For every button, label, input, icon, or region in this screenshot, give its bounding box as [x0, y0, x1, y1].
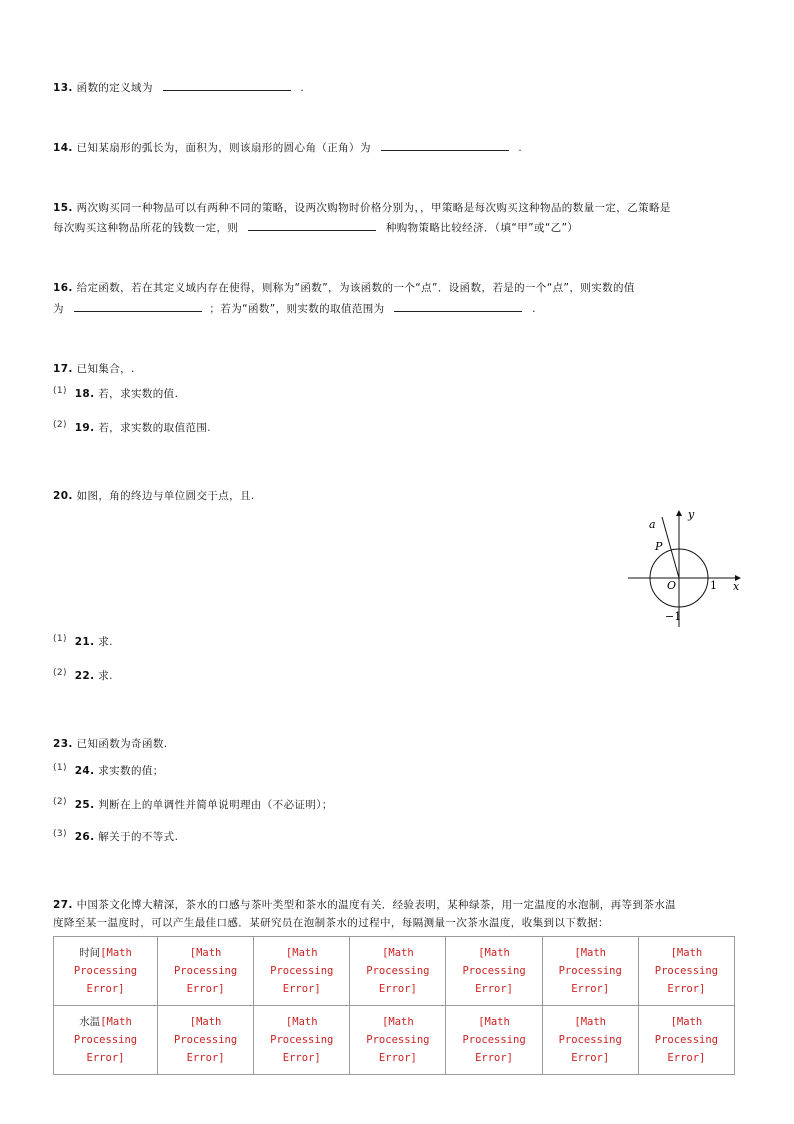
question-number: 20. [53, 490, 73, 502]
question-text: 两次购买同一种物品可以有两种不同的策略，设两次购物时价格分别为，，甲策略是每次购买这种物品的数量一定，乙策略是 [76, 202, 671, 214]
question-text: 求实数的值； [98, 765, 164, 777]
answer-blank[interactable] [74, 300, 202, 312]
table-cell: [Math Processing Error] [350, 937, 446, 1006]
table-cell: [Math Processing Error] [446, 937, 542, 1006]
question-14 [53, 139, 522, 155]
row-header-temperature: 水温[Math Processing Error] [54, 1006, 158, 1075]
origin-label: O [667, 579, 677, 592]
question-22 [53, 668, 113, 683]
question-number: 24. [74, 765, 95, 777]
data-table [53, 936, 735, 1075]
period: . [532, 303, 536, 315]
table-cell: [Math Processing Error] [158, 937, 254, 1006]
question-number: 17. [53, 363, 73, 375]
question-text: ；若为“函数”，则实数的取值范围为 [209, 303, 385, 315]
question-15-line-1 [53, 200, 671, 215]
question-number: 26. [74, 831, 95, 843]
question-number: 16. [53, 282, 73, 294]
question-text: 度降至某一温度时，可以产生最佳口感．某研究员在泡制茶水的过程中，每隔测量一次茶水温度，收集到以下数据： [53, 917, 609, 929]
question-number: 27. [53, 899, 73, 911]
table-cell: [Math Processing Error] [542, 937, 638, 1006]
question-text: 已知某扇形的弧长为，面积为，则该扇形的圆心角（正角）为 [76, 142, 371, 154]
table-cell: [Math Processing Error] [446, 1006, 542, 1075]
question-text: 判断在上的单调性并简单说明理由（不必证明）； [98, 799, 333, 811]
x-axis-label: x [733, 580, 740, 593]
question-18 [53, 386, 178, 401]
question-text: 若，求实数的取值范围. [98, 422, 212, 434]
unit-circle-figure [624, 505, 748, 629]
answer-blank[interactable] [163, 79, 291, 91]
question-number: 25. [74, 799, 95, 811]
question-text: 为 [53, 303, 64, 315]
question-23 [53, 736, 168, 751]
question-number: 23. [53, 738, 73, 750]
question-24 [53, 763, 164, 778]
question-text: 若，求实数的值. [98, 388, 179, 400]
question-text: 解关于的不等式. [98, 831, 179, 843]
question-number: 14. [53, 142, 73, 154]
table-cell: [Math Processing Error] [638, 937, 734, 1006]
sub-question-mark: (2) [53, 797, 67, 807]
question-number: 15. [53, 202, 73, 214]
table-cell: [Math Processing Error] [638, 1006, 734, 1075]
question-text: 求. [98, 670, 113, 682]
question-text: 中国茶文化博大精深，茶水的口感与茶叶类型和茶水的温度有关．经验表明，某种绿茶，用一定温度的水泡制，再等到茶水温 [76, 899, 677, 911]
tick-label-neg1: −1 [665, 610, 682, 623]
period: . [518, 142, 523, 154]
question-27-line-1 [53, 897, 676, 912]
question-25 [53, 797, 333, 812]
sub-question-mark: (2) [53, 668, 67, 678]
table-cell: [Math Processing Error] [542, 1006, 638, 1075]
point-P-label: P [655, 540, 663, 553]
question-number: 19. [74, 422, 95, 434]
question-text: 已知函数为奇函数. [76, 738, 168, 750]
sub-question-mark: (1) [53, 386, 67, 396]
table-cell: [Math Processing Error] [158, 1006, 254, 1075]
period: . [300, 82, 305, 94]
answer-blank[interactable] [381, 139, 509, 151]
table-cell: [Math Processing Error] [254, 937, 350, 1006]
table-cell: [Math Processing Error] [254, 1006, 350, 1075]
question-27-line-2 [53, 915, 609, 930]
table-row [54, 1006, 735, 1075]
answer-blank[interactable] [394, 300, 522, 312]
question-20 [53, 488, 255, 503]
question-13 [53, 79, 304, 95]
question-number: 18. [74, 388, 95, 400]
question-text: 函数的定义域为 [76, 82, 153, 94]
question-17 [53, 361, 135, 376]
table-row [54, 937, 735, 1006]
question-number: 22. [74, 670, 95, 682]
row-header-time: 时间[Math Processing Error] [54, 937, 158, 1006]
question-number: 21. [74, 636, 95, 648]
question-text: 给定函数，若在其定义域内存在使得，则称为“函数”，为该函数的一个“点”．设函数，若是的一个“点”，则实数的值 [76, 282, 635, 294]
question-text: 如图，角的终边与单位圆交于点，且. [76, 490, 255, 502]
question-15-line-2 [53, 219, 578, 235]
question-26 [53, 829, 178, 844]
question-16-line-1 [53, 280, 635, 295]
question-text: 种购物策略比较经济．（填“甲”或“乙”） [385, 222, 579, 234]
sub-question-mark: (1) [53, 634, 67, 644]
angle-label: a [649, 518, 656, 531]
question-text: 每次购买这种物品所花的钱数一定，则 [53, 222, 239, 234]
question-16-line-2 [53, 300, 536, 316]
y-axis-label: y [688, 508, 695, 521]
table-cell: [Math Processing Error] [350, 1006, 446, 1075]
sub-question-mark: (2) [53, 420, 67, 430]
question-21 [53, 634, 113, 649]
question-text: 已知集合，. [76, 363, 135, 375]
answer-blank[interactable] [248, 219, 376, 231]
sub-question-mark: (1) [53, 763, 67, 773]
question-19 [53, 420, 211, 435]
sub-question-mark: (3) [53, 829, 67, 839]
tick-label-1: 1 [710, 579, 717, 592]
question-number: 13. [53, 82, 73, 94]
terminal-side [662, 517, 679, 578]
question-text: 求. [98, 636, 113, 648]
